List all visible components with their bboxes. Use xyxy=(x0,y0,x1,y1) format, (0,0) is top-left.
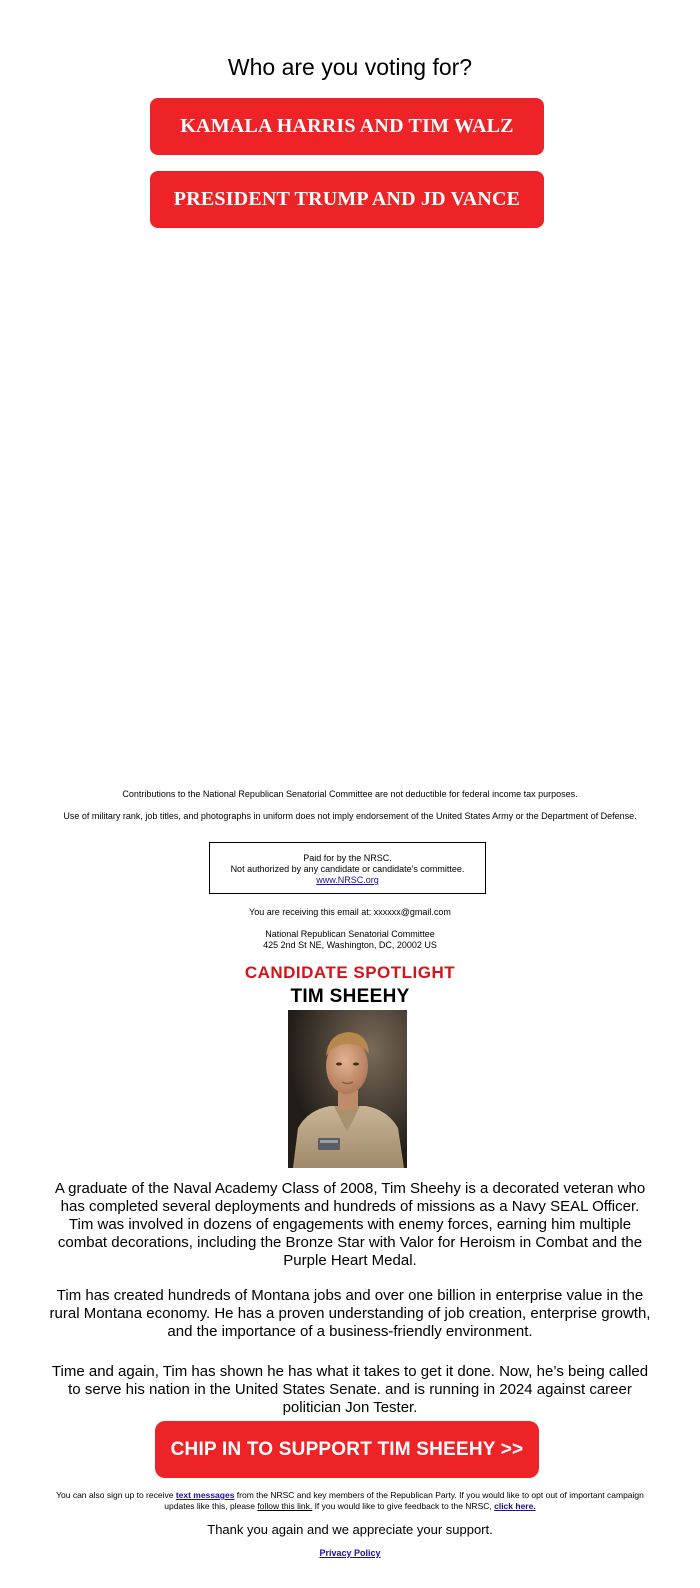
vote-harris-walz-button[interactable]: KAMALA HARRIS AND TIM WALZ xyxy=(150,98,544,155)
bio-paragraph: A graduate of the Naval Academy Class of 2008, Tim Sheehy is a decorated veteran who has completed several deployments and hundreds of missions as a Navy SEAL Officer. Tim was involved in dozens of engagements with enemy forces, earning him multiple combat decorations, including the Bronze Star with Valor for Heroism in Combat and the Purple Heart Medal. xyxy=(54,1180,646,1269)
bio-paragraph: Time and again, Tim has shown he has what it takes to get it done. Now, he’s being called to serve his nation in the United States Senate. and is running in 2024 against career politician Jon Tester. xyxy=(51,1363,649,1416)
thank-you-text: Thank you again and we appreciate your support. xyxy=(207,1522,493,1537)
feedback-link[interactable]: click here. xyxy=(494,1501,536,1511)
paid-for-box xyxy=(209,842,486,894)
tax-disclaimer: Contributions to the National Republican Senatorial Committee are not deductible for federal income tax purposes. xyxy=(122,789,578,799)
candidate-spotlight-heading: CANDIDATE SPOTLIGHT xyxy=(244,963,456,982)
poll-question: Who are you voting for? xyxy=(227,54,473,80)
military-disclaimer: Use of military rank, job titles, and photographs in uniform does not imply endorsement of the United States Army or the Department of Defense. xyxy=(63,811,637,821)
unsubscribe-link[interactable]: follow this link. xyxy=(257,1501,313,1511)
org-address-block xyxy=(0,929,700,951)
optout-notice xyxy=(50,1490,650,1512)
optout-text: If you would like to give feedback to the NRSC, xyxy=(312,1501,495,1511)
privacy-policy-container xyxy=(0,1548,700,1559)
chip-in-button[interactable]: CHIP IN TO SUPPORT TIM SHEEHY >> xyxy=(155,1421,539,1478)
optout-text: from the NRSC and key members of the Republican Party. If you would like to opt out of important campaign updates like this, please xyxy=(164,1490,644,1511)
bio-paragraph: Tim has created hundreds of Montana jobs and over one billion in enterprise value in the rural Montana economy. He has a proven understanding of job creation, enterprise growth, and the importance of a business-friendly environment. xyxy=(49,1287,651,1340)
paid-for-text: Paid for by the NRSC. xyxy=(303,853,392,863)
nrsc-website-link[interactable]: www.NRSC.org xyxy=(316,875,379,885)
org-name: National Republican Senatorial Committee xyxy=(265,929,435,939)
not-authorized-text: Not authorized by any candidate or candidate's committee. xyxy=(230,864,465,874)
vote-trump-vance-button[interactable]: PRESIDENT TRUMP AND JD VANCE xyxy=(150,171,544,228)
text-messages-link[interactable]: text messages xyxy=(175,1490,235,1500)
privacy-policy-link[interactable]: Privacy Policy xyxy=(319,1548,381,1558)
optout-text: You can also sign up to receive xyxy=(56,1490,176,1500)
org-street-address: 425 2nd St NE, Washington, DC, 20002 US xyxy=(263,940,437,950)
candidate-name: TIM SHEEHY xyxy=(290,986,410,1007)
receiving-email-notice: You are receiving this email at: xxxxxx@gmail.com xyxy=(249,907,451,917)
candidate-photo xyxy=(288,1010,407,1168)
